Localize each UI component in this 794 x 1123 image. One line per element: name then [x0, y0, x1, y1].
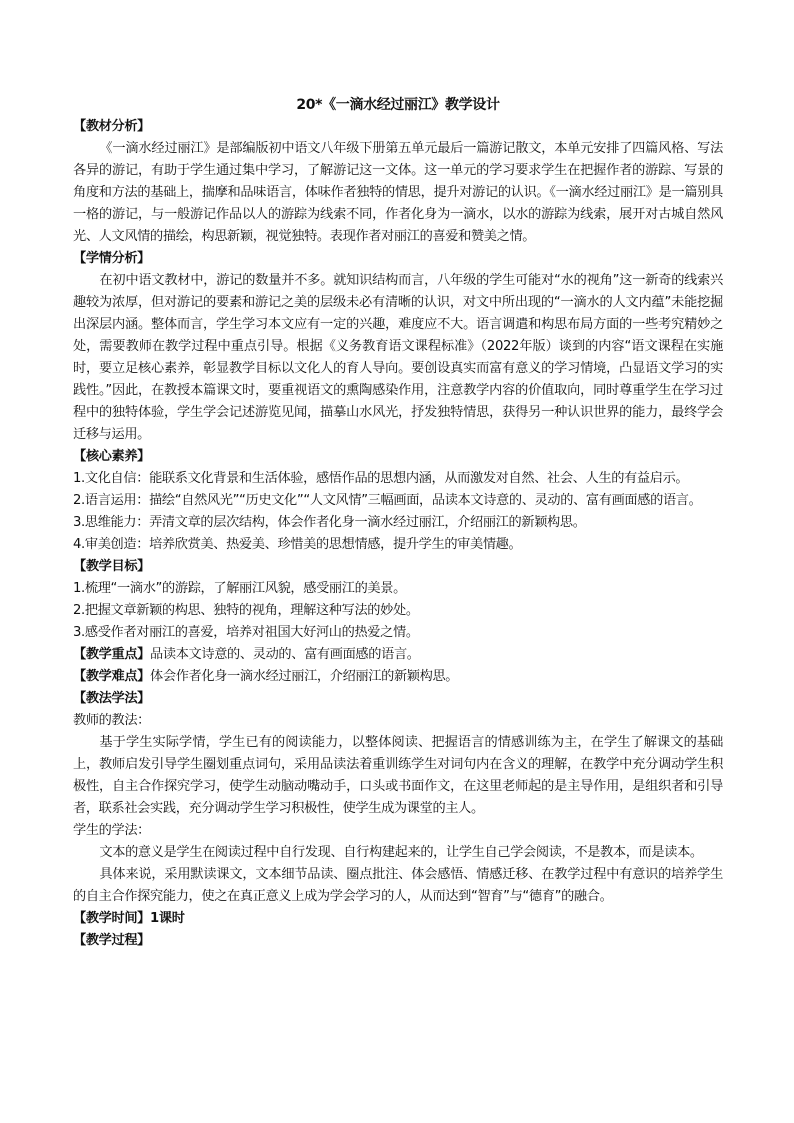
- literacy-item-1: 1.文化自信：能联系文化背景和生活体验，感悟作品的思想内涵，从而激发对自然、社会、人生的有益启示。: [73, 471, 689, 486]
- teacher-method-label: 教师的教法：: [73, 713, 151, 728]
- heading-student-analysis: 【学情分析】: [73, 251, 151, 266]
- key-point-text: 品读本文诗意的、灵动的、富有画面感的语言。: [150, 647, 420, 662]
- heading-methods: 【教法学法】: [73, 691, 151, 706]
- difficulty-text: 体会作者化身一滴水经过丽江，介绍丽江的新颖构思。: [150, 669, 459, 684]
- literacy-item-2: 2.语言运用：描绘“自然风光”“历史文化”“人文风情”三幅画面，品读本文诗意的、灵动的、富有画面感的语言。: [73, 493, 702, 508]
- paragraph-student-analysis: 在初中语文教材中，游记的数量并不多。就知识结构而言，八年级的学生可能对“水的视角”这一新奇的线索兴趣较为浓厚，但对游记的要素和游记之美的层级未必有清晰的认识，对文中所出现的“一滴水的人文内蕴”未能挖掘出深层内涵。整体而言，学生学习本文应有一定的兴趣，难度应不大。语言调遣和构思布局方面的一些考究精妙之处，需要教师在教学过程中重点引导。根据《义务教育语文课程标准》（2022年版）谈到的内容“语文课程在实施时，要立足核心素养，彰显教学目标以文化人的育人导向。要创设真实而富有意义的学习情境，凸显语文学习的实践性。”因此，在教授本篇课文时，要重视语文的熏陶感染作用，注意教学内容的价值取向，同时尊重学生在学习过程中的独特体验，学生学会记述游览见闻，描摹山水风光，抒发独特情思，获得另一种认识世界的能力，最终学会迁移与运用。: [73, 273, 723, 442]
- heading-teaching-time: 【教学时间】1课时: [73, 911, 185, 926]
- student-method-label: 学生的学法：: [73, 823, 151, 838]
- teacher-method-text: 基于学生实际学情，学生已有的阅读能力，以整体阅读、把握语言的情感训练为主，在学生了解课文的基础上，教师启发引导学生圈划重点词句，采用品读法着重训练学生对词句内在含义的理解，在教学中充分调动学生积极性，自主合作探究学习，使学生动脑动嘴动手，口头或书面作文，在这里老师起的是主导作用，是组织者和引导者，联系社会实践，充分调动学生学习积极性，使学生成为课堂的主人。: [73, 735, 723, 816]
- difficulty-row: [73, 666, 723, 688]
- student-method-text-2: 具体来说，采用默读课文，文本细节品读、圈点批注、体会感悟、情感迁移、在教学过程中有意识的培养学生的自主合作探究能力，使之在真正意义上成为学会学习的人，从而达到“智育”与“德育”的融合。: [73, 867, 723, 904]
- document-page: [73, 94, 723, 952]
- paragraph-material-analysis: 《一滴水经过丽江》是部编版初中语文八年级下册第五单元最后一篇游记散文，本单元安排了四篇风格、写法各异的游记，有助于学生通过集中学习，了解游记这一文体。这一单元的学习要求学生在把握作者的游踪、写景的角度和方法的基础上，揣摩和品味语言，体味作者独特的情思，提升对游记的认识。《一滴水经过丽江》是一篇别具一格的游记，与一般游记作品以人的游踪为线索不同，作者化身为一滴水，以水的游踪为线索，展开对古城自然风光、人文风情的描绘，构思新颖，视觉独特。表现作者对丽江的喜爱和赞美之情。: [73, 141, 723, 244]
- heading-material-analysis: 【教材分析】: [73, 119, 151, 134]
- document-title: 20*《一滴水经过丽江》教学设计: [296, 97, 500, 113]
- goal-item-2: 2.把握文章新颖的构思、独特的视角，理解这种写法的妙处。: [73, 603, 419, 618]
- heading-teaching-process: 【教学过程】: [73, 933, 151, 948]
- heading-teaching-goals: 【教学目标】: [73, 559, 151, 574]
- goal-item-3: 3.感受作者对丽江的喜爱，培养对祖国大好河山的热爱之情。: [73, 625, 419, 640]
- heading-key-point: 【教学重点】: [73, 647, 151, 662]
- key-point-row: [73, 644, 723, 666]
- heading-core-literacy: 【核心素养】: [73, 449, 151, 464]
- literacy-item-4: 4.审美创造：培养欣赏美、热爱美、珍惜美的思想情感，提升学生的审美情趣。: [73, 537, 522, 552]
- heading-difficulty: 【教学难点】: [73, 669, 151, 684]
- student-method-text-1: 文本的意义是学生在阅读过程中自行发现、自行构建起来的，让学生自己学会阅读，不是教本，而是读本。: [99, 845, 703, 860]
- literacy-item-3: 3.思维能力：弄清文章的层次结构，体会作者化身一滴水经过丽江，介绍丽江的新颖构思。: [73, 515, 586, 530]
- goal-item-1: 1.梳理“一滴水”的游踪，了解丽江风貌，感受丽江的美景。: [73, 581, 406, 596]
